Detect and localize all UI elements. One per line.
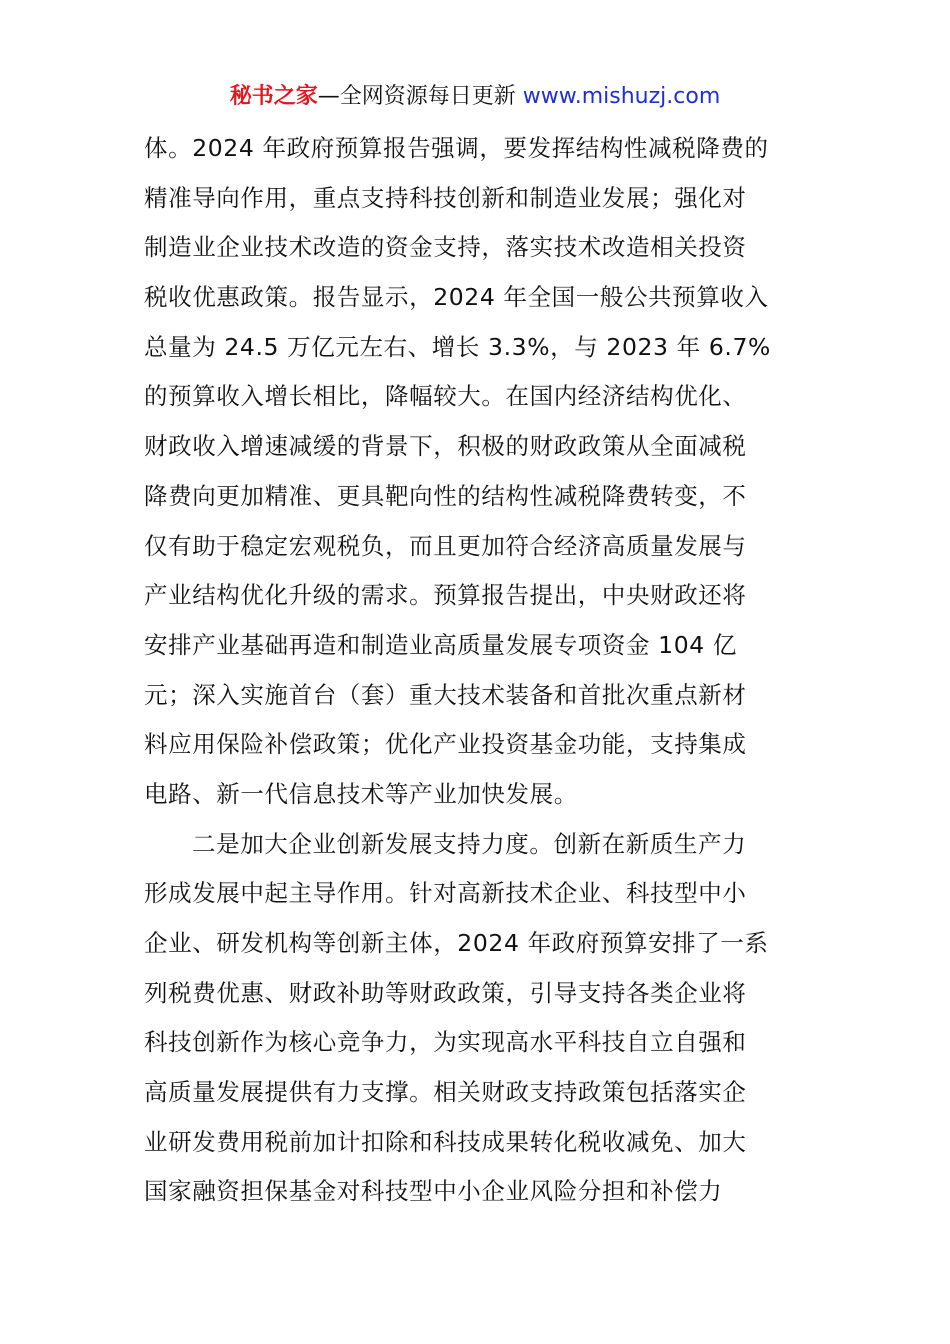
body-line: 电路、新一代信息技术等产业加快发展。 [144, 779, 578, 808]
body-line: 产业结构优化升级的需求。预算报告提出，中央财政还将 [144, 581, 747, 610]
body-line: 税收优惠政策。报告显示，2024 年全国一般公共预算收入 [144, 283, 769, 312]
body-line: 财政收入增速减缓的背景下，积极的财政政策从全面减税 [144, 432, 747, 461]
body-line: 业研发费用税前加计扣除和科技成果转化税收减免、加大 [144, 1127, 747, 1156]
document-body [144, 124, 808, 1217]
body-line: 体。2024 年政府预算报告强调，要发挥结构性减税降费的 [144, 134, 769, 162]
body-line: 仅有助于稳定宏观税负，而且更加符合经济高质量发展与 [144, 531, 747, 560]
body-line: 安排产业基础再造和制造业高质量发展专项资金 104 亿 [144, 630, 737, 659]
body-line: 总量为 24.5 万亿元左右、增长 3.3%，与 2023 年 6.7% [144, 332, 771, 361]
site-url-link[interactable]: www.mishuzj.com [522, 84, 721, 109]
body-line: 料应用保险补偿政策；优化产业投资基金功能，支持集成 [144, 730, 747, 759]
body-line: 的预算收入增长相比，降幅较大。在国内经济结构优化、 [144, 382, 747, 411]
body-line: 制造业企业技术改造的资金支持，落实技术改造相关投资 [144, 233, 747, 262]
body-line: 精准导向作用，重点支持科技创新和制造业发展；强化对 [144, 183, 747, 212]
body-line: 元；深入实施首台（套）重大技术装备和首批次重点新材 [144, 680, 747, 709]
header-tagline: —全网资源每日更新 [317, 84, 523, 109]
body-line: 科技创新作为核心竞争力，为实现高水平科技自立自强和 [144, 1028, 747, 1057]
body-line: 降费向更加精准、更具靶向性的结构性减税降费转变，不 [144, 481, 747, 510]
site-header [0, 80, 950, 114]
body-line: 形成发展中起主导作用。针对高新技术企业、科技型中小 [144, 879, 747, 908]
body-line: 列税费优惠、财政补助等财政政策，引导支持各类企业将 [144, 978, 747, 1007]
brand-name: 秘书之家 [229, 84, 318, 109]
body-line: 高质量发展提供有力支撑。相关财政支持政策包括落实企 [144, 1078, 747, 1107]
paragraph-start-line: 二是加大企业创新发展支持力度。创新在新质生产力 [192, 829, 747, 858]
body-line: 企业、研发机构等创新主体，2024 年政府预算安排了一系 [144, 929, 769, 957]
body-line: 国家融资担保基金对科技型中小企业风险分担和补偿力 [144, 1177, 723, 1206]
